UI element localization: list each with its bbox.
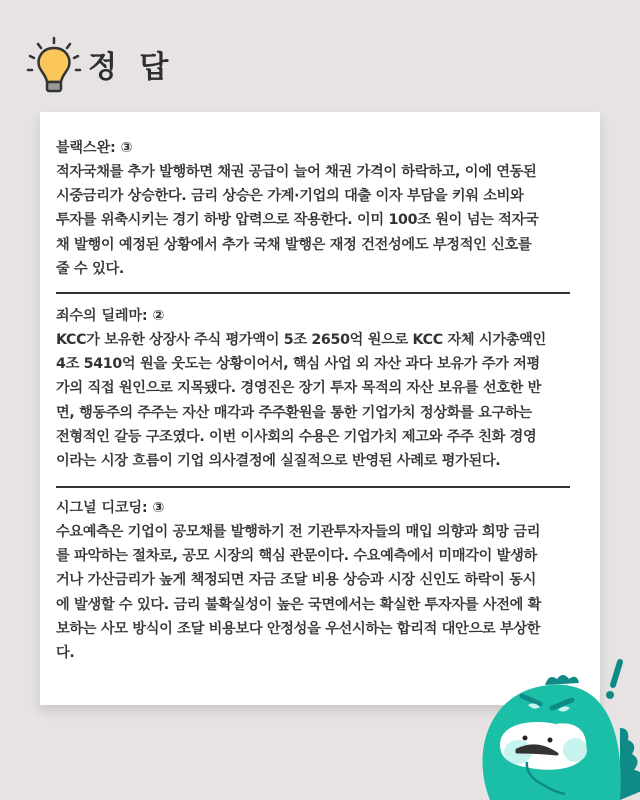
body-line: 가의 직접 원인으로 지목됐다. 경영진은 장기 투자 목적의 자산 보유를 선호한 반 — [56, 380, 542, 397]
section-title: 죄수의 딜레마: ② — [56, 308, 165, 324]
body-line: 보하는 사모 방식이 조달 비용보다 안정성을 우선시하는 합리적 대안으로 부상한 — [56, 620, 541, 637]
body-line: 투자를 위축시키는 경기 하방 압력으로 작용한다. 이미 100조 원이 넘는 적자국 — [56, 212, 539, 229]
body-line: 적자국채를 추가 발행하면 채권 공급이 늘어 채권 가격이 하락하고, 이에 연동된 — [56, 164, 537, 180]
body-line: 4조 5410억 원을 웃도는 상황이어서, 핵심 사업 외 자산 과다 보유가 주가 저평 — [56, 356, 540, 373]
dinosaur-mascot-icon — [470, 650, 640, 800]
body-line: 다. — [56, 645, 75, 662]
body-line: 를 파악하는 절차로, 공모 시장의 핵심 관문이다. 수요예측에서 미매각이 발생하 — [56, 548, 537, 565]
section-title: 블랙스완: ③ — [56, 140, 133, 156]
body-line: 거나 가산금리가 높게 책정되면 자금 조달 비용 상승과 시장 신인도 하락이 동시 — [56, 572, 536, 589]
body-line: 채 발행이 예정된 상황에서 추가 국채 발행은 재정 건전성에도 부정적인 신호를 — [56, 236, 532, 253]
divider — [56, 292, 570, 294]
body-line: KCC가 보유한 상장사 주식 평가액이 5조 2650억 원으로 KCC 자체 시가총액인 — [56, 332, 546, 348]
body-line: 에 발생할 수 있다. 금리 불확실성이 높은 국면에서는 확실한 투자자를 사전에 확 — [56, 596, 542, 613]
answer-section-signal-decoding — [56, 496, 590, 665]
answer-section-black-swan — [56, 136, 590, 281]
page-title: 정 답 — [88, 50, 175, 85]
answer-section-prisoners-dilemma — [56, 304, 590, 473]
divider — [56, 486, 570, 488]
body-line: 전형적인 갈등 구조였다. 이번 이사회의 수용은 기업가치 제고와 주주 친화 경영 — [56, 428, 537, 445]
header — [24, 34, 174, 94]
body-line: 시중금리가 상승한다. 금리 상승은 가계·기업의 대출 이자 부담을 키워 소비와 — [56, 188, 524, 205]
answer-card — [40, 112, 600, 705]
body-line: 수요예측은 기업이 공모채를 발행하기 전 기관투자자들의 매입 의향과 희망 금리 — [56, 524, 541, 540]
body-line: 줄 수 있다. — [56, 260, 124, 277]
body-line: 이라는 시장 흐름이 기업 의사결정에 실질적으로 반영된 사례로 평가된다. — [56, 453, 501, 470]
body-line: 면, 행동주의 주주는 자산 매각과 주주환원을 통한 기업가치 정상화를 요구하는 — [56, 404, 532, 421]
lightbulb-icon — [24, 34, 84, 94]
section-title: 시그널 디코딩: ③ — [56, 500, 165, 516]
